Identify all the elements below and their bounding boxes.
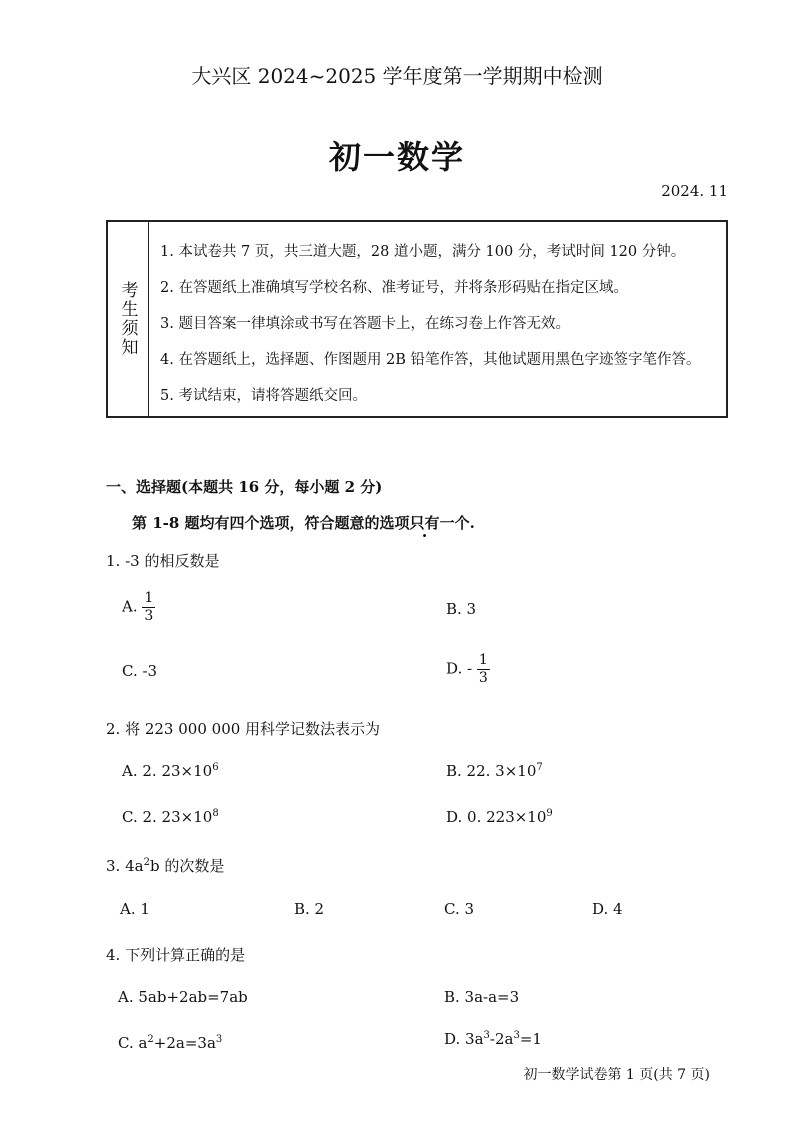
notice-side — [108, 222, 149, 416]
subject-title: 初一数学 — [328, 138, 465, 176]
question-3-stem: 3. $4a^2b$ 的次数是 — [106, 857, 225, 875]
question-2-stem: 2. 将 223 000 000 用科学记数法表示为 — [106, 720, 381, 738]
question-4-stem: 4. 下列计算正确的是 — [106, 946, 246, 964]
q3-option-c: C. 3 — [444, 900, 475, 918]
q1-option-c: C. -3 — [122, 662, 158, 680]
notice-item: 4. 在答题纸上，选择题、作图题用 2B 铅笔作答，其他试题用黑色字迹签字笔作答。 — [160, 352, 701, 368]
q4-option-b: B. 3a-a=3 — [444, 988, 520, 1006]
notice-item: 2. 在答题纸上准确填写学校名称、准考证号，并将条形码贴在指定区域。 — [160, 280, 628, 296]
q3-option-a: A. 1 — [120, 900, 150, 918]
fraction: $\frac{1}{3}$ — [478, 652, 488, 686]
q3-option-d: D. 4 — [592, 900, 623, 918]
exam-header: 大兴区 2024~2025 学年度第一学期期中检测 — [191, 64, 603, 88]
fraction: $\frac{1}{3}$ — [144, 590, 154, 624]
q2-option-d: D. 0. $223\times 10^9$ — [446, 808, 553, 826]
notice-label: 考生须知 — [117, 281, 138, 357]
q1-option-d: D. - $\frac{1}{3}$ — [446, 652, 488, 686]
emphasis-text: 只有 — [409, 514, 440, 532]
q4-option-a: A. 5ab+2ab=7ab — [118, 988, 248, 1006]
notice-item: 5. 考试结束，请将答题纸交回。 — [160, 388, 367, 404]
notice-item: 3. 题目答案一律填涂或书写在答题卡上，在练习卷上作答无效。 — [160, 316, 570, 332]
notice-item: 1. 本试卷共 7 页，共三道大题，28 道小题，满分 100 分，考试时间 120 分钟。 — [160, 244, 686, 260]
question-1-stem: 1. -3 的相反数是 — [106, 552, 220, 570]
q4-option-c: C. $a^2+2a=3a^3$ — [118, 1034, 223, 1052]
notice-list — [160, 234, 701, 414]
notice-box — [106, 220, 728, 418]
q3-option-b: B. 2 — [294, 900, 325, 918]
exam-date: 2024. 11 — [661, 182, 728, 200]
q2-option-b: B. 22. $3\times 10^7$ — [446, 762, 543, 780]
q2-option-a: A. 2. $23\times 10^6$ — [122, 762, 219, 780]
q2-option-c: C. 2. $23\times 10^8$ — [122, 808, 219, 826]
q4-option-d: D. $3a^3-2a^3=1$ — [444, 1030, 542, 1048]
section-instruction: 第 1-8 题均有四个选项，符合题意的选项只有一个. — [132, 514, 475, 532]
page-footer: 初一数学试卷第 1 页(共 7 页) — [523, 1067, 710, 1083]
q1-option-a: A. $\frac{1}{3}$ — [122, 590, 154, 624]
q1-option-b: B. 3 — [446, 600, 477, 618]
section-title: 一、选择题(本题共 16 分，每小题 2 分) — [106, 478, 383, 496]
